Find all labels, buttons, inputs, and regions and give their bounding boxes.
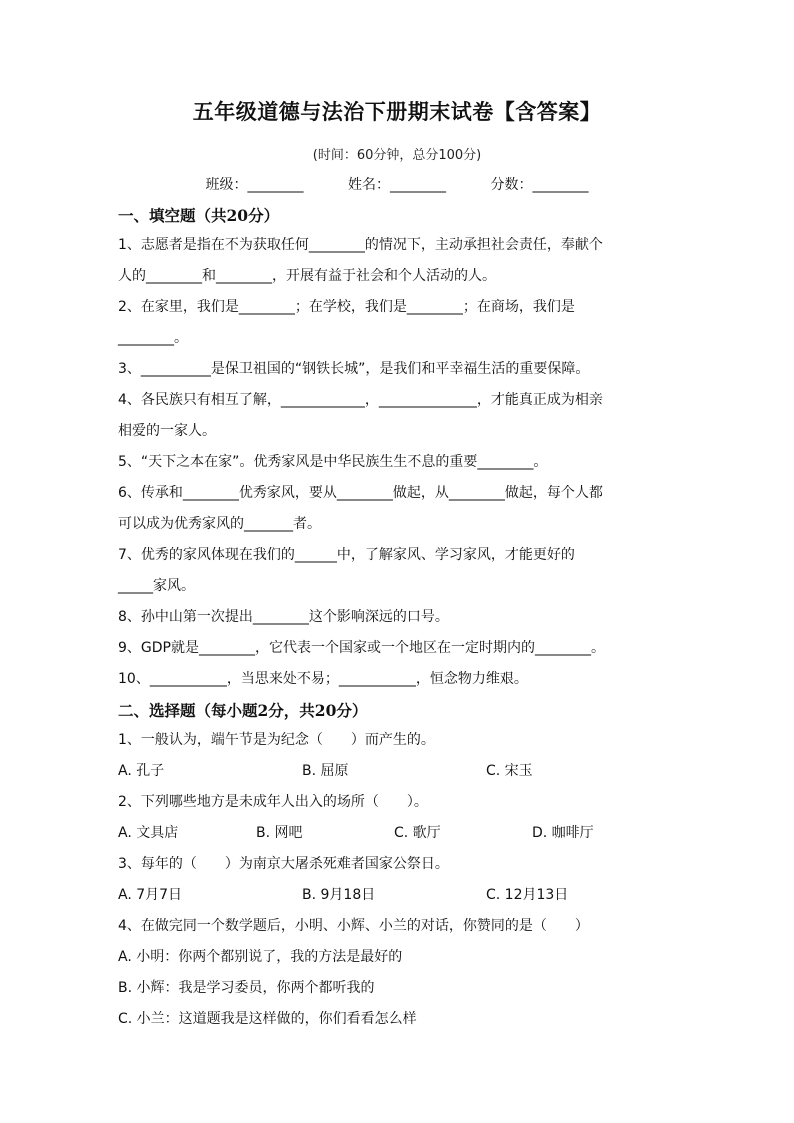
option-d: D. 咖啡厅	[532, 825, 594, 841]
option-c: C. 12月13日	[486, 887, 569, 903]
option-b: B. 小辉：我是学习委员，你两个都听我的	[118, 980, 375, 996]
page-title: 五年级道德与法治下册期末试卷【含答案】	[192, 99, 602, 124]
fill-line: ________。	[118, 330, 188, 346]
exam-time-info: (时间：60分钟，总分100分)	[312, 148, 482, 163]
option-a: A. 7月7日	[118, 887, 183, 903]
name-field: 姓名：________	[348, 177, 446, 193]
option-c: C. 小兰：这道题我是这样做的，你们看看怎么样	[118, 1011, 417, 1027]
question-3-options	[118, 880, 678, 911]
fill-line: 相爱的一家人。	[118, 423, 216, 439]
option-c: C. 宋玉	[486, 763, 533, 779]
fill-line: 2、在家里，我们是________；在学校，我们是________；在商场，我们是	[118, 299, 575, 315]
score-field: 分数：________	[490, 177, 589, 193]
fill-line: 8、孙中山第一次提出________这个影响深远的口号。	[118, 609, 449, 625]
option-a: A. 小明：你两个都别说了，我的方法是最好的	[118, 949, 403, 965]
fill-line: 可以成为优秀家风的_______者。	[118, 516, 321, 532]
option-a: A. 孔子	[118, 763, 165, 779]
fill-line: _____家风。	[118, 578, 195, 594]
fill-line: 3、__________是保卫祖国的“钢铁长城”，是我们和平幸福生活的重要保障。	[118, 361, 590, 377]
fill-line: 6、传承和________优秀家风，要从________做起，从________做起，每个人都	[118, 485, 603, 501]
question-1-options	[118, 756, 678, 787]
student-info-line	[0, 174, 794, 194]
fill-line: 人的________和________，开展有益于社会和个人活动的人。	[118, 268, 496, 284]
fill-line: 5、“天下之本在家”。优秀家风是中华民族生生不息的重要________。	[118, 454, 548, 470]
class-field: 班级：________	[205, 177, 304, 193]
question-1: 1、一般认为，端午节是为纪念（ ）而产生的。	[118, 732, 435, 748]
fill-line: 7、优秀的家风体现在我们的______中，了解家风、学习家风，才能更好的	[118, 547, 575, 563]
option-a: A. 文具店	[118, 825, 179, 841]
question-3: 3、每年的（ ）为南京大屠杀死难者国家公祭日。	[118, 856, 449, 872]
question-2-options	[118, 818, 678, 849]
question-2: 2、下列哪些地方是未成年人出入的场所（ ）。	[118, 794, 428, 810]
question-4: 4、在做完同一个数学题后，小明、小辉、小兰的对话，你赞同的是（ ）	[118, 918, 589, 934]
option-b: B. 9月18日	[302, 887, 376, 903]
fill-line: 10、___________，当思来处不易；___________，恒念物力维艰。	[118, 671, 528, 687]
exam-content	[118, 202, 678, 1035]
option-b: B. 屈原	[302, 763, 349, 779]
fill-line: 4、各民族只有相互了解，____________，______________，才能真正成为相亲	[118, 392, 603, 408]
fill-line: 1、志愿者是指在不为获取任何________的情况下，主动承担社会责任，奉献个	[118, 237, 603, 253]
fill-line: 9、GDP就是________，它代表一个国家或一个地区在一定时期内的________。	[118, 640, 605, 656]
section-fill-blank-title: 一、填空题（共20分）	[118, 206, 280, 225]
section-choice-title: 二、选择题（每小题2分，共20分）	[118, 701, 368, 720]
option-c: C. 歌厅	[394, 825, 441, 841]
option-b: B. 网吧	[256, 825, 303, 841]
